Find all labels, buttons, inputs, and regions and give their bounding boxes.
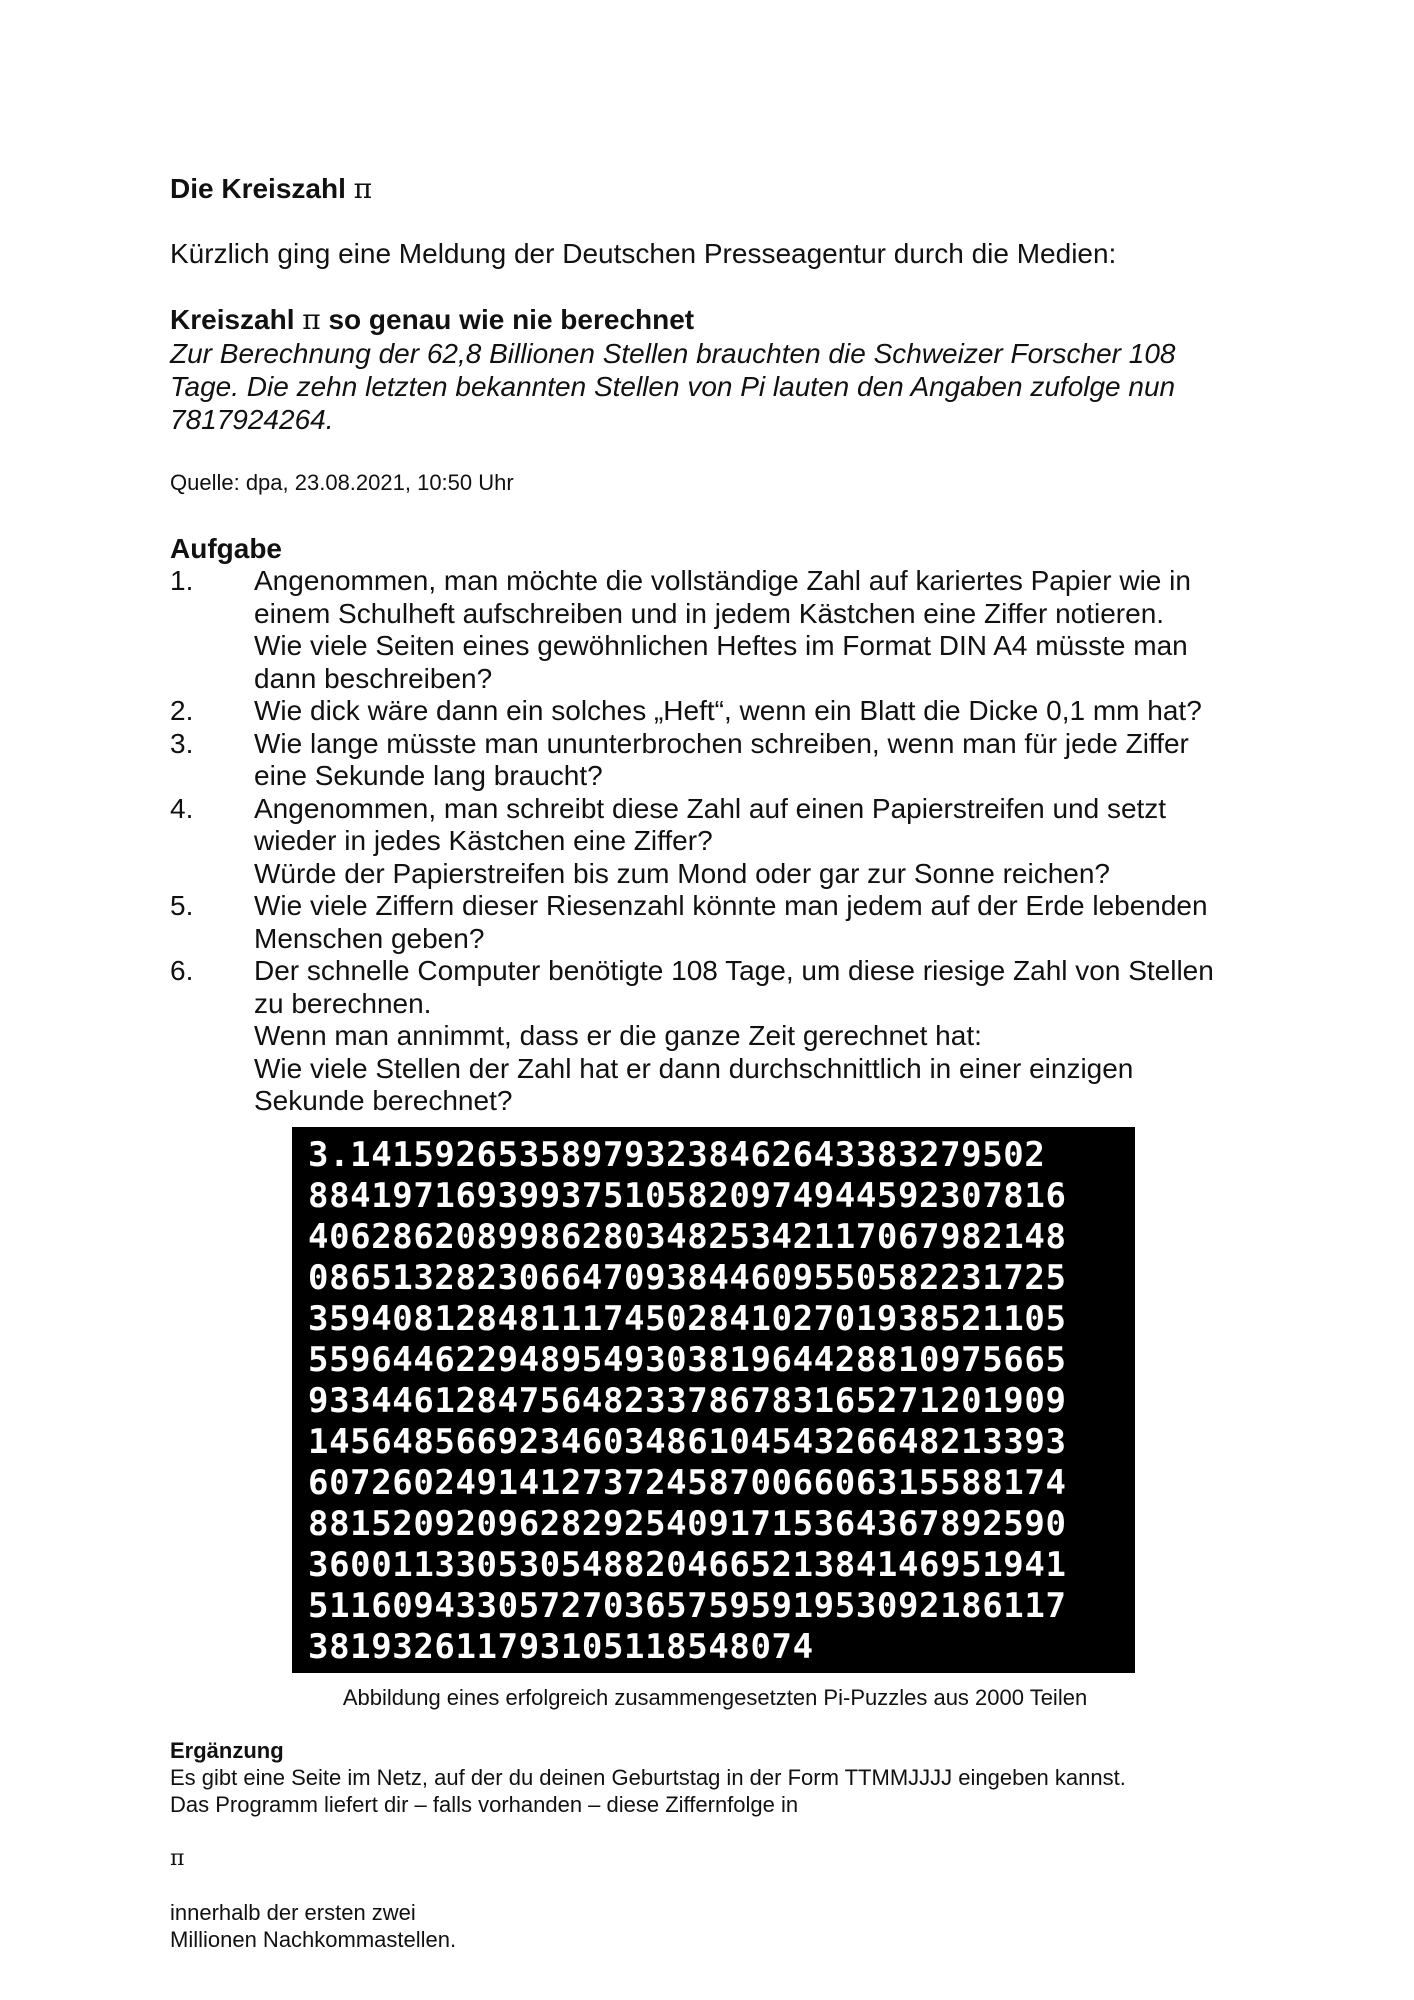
pi-digit-row: 881520920962829254091715364367892590 bbox=[308, 1504, 1067, 1544]
task-number: 5. bbox=[170, 890, 194, 921]
headline-part2: so genau wie nie berechnet bbox=[328, 304, 695, 335]
pi-symbol: π bbox=[302, 303, 321, 336]
quote-line: 7817924264. bbox=[170, 404, 334, 435]
page-title bbox=[170, 172, 372, 205]
task-line: eine Sekunde lang braucht? bbox=[254, 760, 603, 791]
task-line: Menschen geben? bbox=[254, 922, 485, 954]
task-text bbox=[254, 793, 1260, 891]
task-line: dann beschreiben? bbox=[254, 662, 493, 694]
task-number: 6. bbox=[170, 955, 194, 986]
task-item bbox=[170, 793, 1260, 891]
supplement-line-part: innerhalb der ersten zwei bbox=[170, 1900, 416, 1925]
pi-digit-row: 381932611793105118548074 bbox=[308, 1627, 814, 1667]
task-number: 2. bbox=[170, 695, 194, 726]
task-item bbox=[170, 565, 1260, 695]
task-item bbox=[170, 955, 1260, 1118]
pi-digit-row: 359408128481117450284102701938521105 bbox=[308, 1299, 1067, 1339]
task-number: 3. bbox=[170, 727, 194, 759]
task-text bbox=[254, 955, 1260, 1118]
supplement-line bbox=[170, 1791, 1260, 1926]
task-list bbox=[170, 565, 1260, 1118]
pi-digit-row: 559644622948954930381964428810975665 bbox=[308, 1340, 1067, 1380]
task-line: Der schnelle Computer benötigte 108 Tage, um diese riesige Zahl von Stellen bbox=[254, 955, 1214, 986]
task-line: einem Schulheft aufschreiben und in jedem Kästchen eine Ziffer notieren. bbox=[254, 597, 1165, 629]
supplement-line: Es gibt eine Seite im Netz, auf der du deinen Geburtstag in der Form TTMMJJJJ eingeben kannst. bbox=[170, 1765, 1126, 1790]
pi-digit-row: 607260249141273724587006606315588174 bbox=[308, 1463, 1067, 1503]
news-headline bbox=[170, 303, 694, 336]
supplement-heading: Ergänzung bbox=[170, 1738, 284, 1763]
pi-puzzle-image bbox=[292, 1127, 1135, 1673]
pi-symbol: π bbox=[170, 1846, 185, 1871]
task-heading: Aufgabe bbox=[170, 533, 282, 564]
pi-digit-row: 933446128475648233786783165271201909 bbox=[308, 1381, 1067, 1421]
task-line: Wie dick wäre dann ein solches „Heft“, wenn ein Blatt die Dicke 0,1 mm hat? bbox=[254, 695, 1202, 726]
task-line: Wie lange müsste man ununterbrochen schreiben, wenn man für jede Ziffer bbox=[254, 727, 1189, 759]
task-line: Wie viele Ziffern dieser Riesenzahl könnte man jedem auf der Erde lebenden bbox=[254, 890, 1208, 921]
task-text bbox=[254, 695, 1260, 728]
pi-digit-row: 511609433057270365759591953092186117 bbox=[308, 1586, 1067, 1626]
pi-digit-row: 086513282306647093844609550582231725 bbox=[308, 1258, 1067, 1298]
task-line: Sekunde berechnet? bbox=[254, 1085, 513, 1116]
task-line: Wie viele Stellen der Zahl hat er dann durchschnittlich in einer einzigen bbox=[254, 1052, 1134, 1084]
pi-digit-row: 145648566923460348610454326648213393 bbox=[308, 1422, 1067, 1462]
pi-digit-row: 884197169399375105820974944592307816 bbox=[308, 1176, 1067, 1216]
headline-part1: Kreiszahl bbox=[170, 304, 295, 335]
task-number: 1. bbox=[170, 565, 194, 596]
supplement-text bbox=[170, 1764, 1260, 1953]
pi-symbol: π bbox=[353, 172, 373, 205]
supplement-line-part: Das Programm liefert dir – falls vorhanden – diese Ziffernfolge in bbox=[170, 1792, 799, 1817]
task-text bbox=[254, 728, 1260, 793]
task-line: Würde der Papierstreifen bis zum Mond oder gar zur Sonne reichen? bbox=[254, 857, 1110, 889]
pi-digit-row: 360011330530548820466521384146951941 bbox=[308, 1545, 1067, 1585]
task-item bbox=[170, 695, 1260, 728]
task-line: Angenommen, man schreibt diese Zahl auf einen Papierstreifen und setzt bbox=[254, 792, 1167, 824]
intro-text: Kürzlich ging eine Meldung der Deutschen Presseagentur durch die Medien: bbox=[170, 238, 1117, 269]
task-text bbox=[254, 890, 1260, 955]
task-number: 4. bbox=[170, 792, 194, 824]
quote-line: Tage. Die zehn letzten bekannten Stellen von Pi lauten den Angaben zufolge nun bbox=[170, 371, 1176, 402]
pi-digit-row: 406286208998628034825342117067982148 bbox=[308, 1217, 1067, 1257]
pi-digit-row: 3.141592653589793238462643383279502 bbox=[308, 1135, 1046, 1175]
quote-line: Zur Berechnung der 62,8 Billionen Stellen brauchten die Schweizer Forscher 108 bbox=[170, 338, 1176, 369]
source-note: Quelle: dpa, 23.08.2021, 10:50 Uhr bbox=[170, 470, 514, 495]
task-line: Wenn man annimmt, dass er die ganze Zeit gerechnet hat: bbox=[254, 1020, 982, 1051]
task-line: Angenommen, man möchte die vollständige Zahl auf kariertes Papier wie in bbox=[254, 565, 1191, 596]
task-line: wieder in jedes Kästchen eine Ziffer? bbox=[254, 825, 713, 856]
task-line: Wie viele Seiten eines gewöhnlichen Heftes im Format DIN A4 müsste man bbox=[254, 630, 1188, 661]
figure-caption: Abbildung eines erfolgreich zusammengesetzten Pi-Puzzles aus 2000 Teilen bbox=[342, 1685, 1088, 1710]
supplement-line: Millionen Nachkommastellen. bbox=[170, 1927, 457, 1952]
task-text bbox=[254, 565, 1260, 695]
news-quote bbox=[170, 337, 1230, 436]
task-item bbox=[170, 728, 1260, 793]
task-line: zu berechnen. bbox=[254, 987, 432, 1019]
task-item bbox=[170, 890, 1260, 955]
title-text: Die Kreiszahl bbox=[170, 173, 346, 204]
